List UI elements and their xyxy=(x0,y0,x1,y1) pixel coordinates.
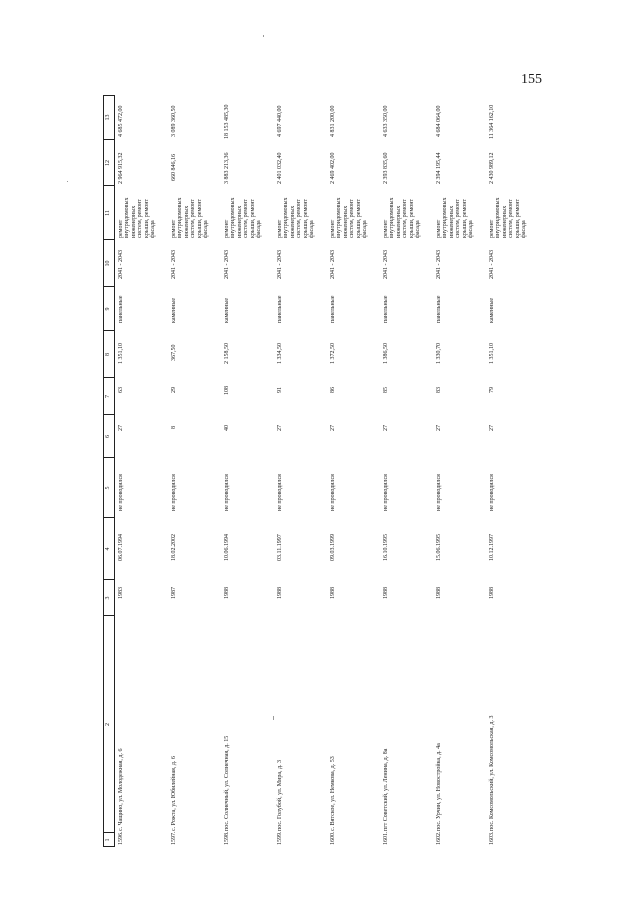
cell-row-number: 1603. xyxy=(489,831,495,845)
cell-period: 2041 - 2043 xyxy=(171,250,177,279)
cell-works: ремонт внутридомовых инженерных систем, ремонт крыши, ремонт фасада xyxy=(383,197,422,238)
cell-status: не проводился xyxy=(489,474,495,511)
cell-year: 1987 xyxy=(171,587,177,599)
cell-area: 1 330,70 xyxy=(436,343,442,364)
cell-count-7: 108 xyxy=(224,386,230,395)
cell-area: 1 372,50 xyxy=(330,343,336,364)
header-cell: 6 xyxy=(105,435,111,438)
cell-year: 1988 xyxy=(277,587,283,599)
cell-area: 1 351,10 xyxy=(489,343,495,364)
cell-cost: 660 846,16 xyxy=(171,154,177,181)
cell-period: 2041 - 2043 xyxy=(489,250,495,279)
cell-total: 4 697 440,00 xyxy=(277,105,283,137)
cell-date: 18.02.2002 xyxy=(171,534,177,561)
cell-count-7: 79 xyxy=(489,387,495,393)
cell-cost: 2 469 402,00 xyxy=(330,152,336,184)
cell-row-number: 1602. xyxy=(436,831,442,845)
cell-address: пос. Урчин, ул. Новостройка, д. 4а xyxy=(436,743,442,831)
cell-total: 3 089 360,50 xyxy=(171,105,177,137)
cell-total: 11 364 162,10 xyxy=(489,104,495,139)
cell-date: 15.06.1995 xyxy=(436,534,442,561)
cell-works: ремонт внутридомовых инженерных систем, ремонт крыши, ремонт фасада xyxy=(277,197,316,238)
cell-period: 2041 - 2043 xyxy=(224,250,230,279)
cell-material: каменные xyxy=(171,297,177,323)
cell-date: 09.03.1999 xyxy=(330,534,336,561)
cell-works: ремонт внутридомовых инженерных систем, ремонт крыши, ремонт фасада xyxy=(118,197,157,238)
cell-count-7: 63 xyxy=(118,387,124,393)
cell-count-6: 27 xyxy=(277,425,283,431)
cell-status: не проводился xyxy=(330,474,336,511)
scan-speck xyxy=(273,716,274,720)
cell-works: ремонт внутридомовых инженерных систем, ремонт крыши, ремонт фасада xyxy=(171,197,210,238)
cell-status: не проводился xyxy=(224,474,230,511)
cell-period: 2041 - 2043 xyxy=(118,250,124,279)
header-bottom-line xyxy=(114,95,115,847)
cell-cost: 2 393 835,60 xyxy=(383,152,389,184)
cell-count-6: 27 xyxy=(436,425,442,431)
cell-year: 1988 xyxy=(436,587,442,599)
header-cell: 13 xyxy=(105,114,111,121)
cell-status: не проводился xyxy=(436,474,442,511)
cell-area: 1 334,50 xyxy=(277,343,283,364)
cell-works: ремонт внутридомовых инженерных систем, ремонт крыши, ремонт фасада xyxy=(489,197,528,238)
cell-year: 1988 xyxy=(224,587,230,599)
table-stage xyxy=(103,95,528,847)
cell-count-6: 27 xyxy=(383,425,389,431)
cell-count-7: 85 xyxy=(383,387,389,393)
cell-row-number: 1598. xyxy=(224,831,230,845)
cell-total: 4 684 064,00 xyxy=(436,105,442,137)
cell-date: 16.10.1995 xyxy=(383,534,389,561)
cell-row-number: 1596. xyxy=(118,831,124,845)
cell-row-number: 1600. xyxy=(330,831,336,845)
header-cell: 7 xyxy=(105,395,111,398)
cell-date: 06.07.1994 xyxy=(118,534,124,561)
cell-address: с. Рожта, ул. Юбилейная, д. 6 xyxy=(171,756,177,831)
cell-count-6: 8 xyxy=(171,426,177,429)
cell-count-7: 91 xyxy=(277,387,283,393)
cell-status: не проводился xyxy=(118,474,124,511)
page-number: 155 xyxy=(521,72,542,87)
cell-cost: 3 883 213,36 xyxy=(224,152,230,184)
cell-area: 1 351,10 xyxy=(118,343,124,364)
cell-count-6: 40 xyxy=(224,425,230,431)
cell-works: ремонт внутридомовых инженерных систем, ремонт крыши, ремонт фасада xyxy=(436,197,475,238)
cell-date: 10.12.1997 xyxy=(489,534,495,561)
header-cell: 10 xyxy=(105,260,111,267)
cell-area: 1 386,50 xyxy=(383,343,389,364)
cell-cost: 2 430 989,12 xyxy=(489,152,495,184)
cell-address: пос. Голубой, ул. Мира, д. 3 xyxy=(277,759,283,831)
header-cell: 12 xyxy=(105,160,111,166)
header-cell: 9 xyxy=(105,307,111,311)
cell-status: не проводился xyxy=(277,474,283,511)
cell-row-number: 1597. xyxy=(171,831,177,845)
cell-count-6: 27 xyxy=(330,425,336,431)
cell-address: с. Вятское, ул. Немкова, д. 53 xyxy=(330,756,336,831)
cell-period: 2041 - 2043 xyxy=(436,250,442,279)
cell-cost: 2 394 195,44 xyxy=(436,152,442,184)
cell-area: 367,50 xyxy=(171,344,177,361)
cell-row-number: 1601. xyxy=(383,831,389,845)
cell-year: 1988 xyxy=(489,587,495,599)
cell-cost: 2 964 915,32 xyxy=(118,152,124,184)
cell-count-7: 86 xyxy=(330,387,336,393)
cell-count-6: 27 xyxy=(118,425,124,431)
cell-address: с. Чащино, ул. Молодежная, д. 6 xyxy=(118,748,124,831)
header-cell: 3 xyxy=(105,596,111,600)
cell-period: 2041 - 2043 xyxy=(330,250,336,279)
cell-area: 2 158,50 xyxy=(224,343,230,364)
cell-address: пос. Комсомольский, ул. Комсомольская, д. 3 xyxy=(489,715,495,831)
cell-year: 1988 xyxy=(330,587,336,599)
cell-count-7: 29 xyxy=(171,387,177,393)
cell-year: 1988 xyxy=(383,587,389,599)
cell-total: 4 633 350,00 xyxy=(383,105,389,137)
header-cell: 2 xyxy=(105,723,111,726)
header-cell: 11 xyxy=(105,210,111,216)
cell-material: панельные xyxy=(277,295,283,323)
cell-count-6: 27 xyxy=(489,425,495,431)
cell-works: ремонт внутридомовых инженерных систем, ремонт крыши, ремонт фасада xyxy=(330,197,369,238)
cell-status: не проводился xyxy=(171,474,177,511)
cell-total: 18 153 485,30 xyxy=(224,104,230,139)
cell-material: панельные xyxy=(330,295,336,323)
cell-status: не проводился xyxy=(383,474,389,511)
cell-year: 1983 xyxy=(118,587,124,599)
cell-date: 10.06.1994 xyxy=(224,534,230,561)
scan-speck xyxy=(263,35,264,37)
rotated-table xyxy=(103,95,528,847)
cell-material: панельные xyxy=(383,295,389,323)
cell-total: 4 685 472,00 xyxy=(118,105,124,137)
cell-period: 2041 - 2043 xyxy=(383,250,389,279)
cell-cost: 2 401 032,40 xyxy=(277,152,283,184)
header-cell: 5 xyxy=(105,486,111,490)
header-cell: 1 xyxy=(105,838,111,842)
cell-date: 03.11.1997 xyxy=(277,534,283,561)
header-cell: 4 xyxy=(105,547,111,551)
header-cell: 8 xyxy=(105,353,111,356)
cell-address: пгт Советский, ул. Ленина, д. 8а xyxy=(383,748,389,831)
cell-material: панельные xyxy=(118,295,124,323)
cell-period: 2041 - 2043 xyxy=(277,250,283,279)
cell-material: каменные xyxy=(489,297,495,323)
cell-material: панельные xyxy=(436,295,442,323)
cell-works: ремонт внутридомовых инженерных систем, ремонт крыши, ремонт фасада xyxy=(224,197,263,238)
scan-speck xyxy=(67,181,68,182)
cell-address: пос. Солнечный, ул. Солнечная, д. 15 xyxy=(224,735,230,831)
cell-row-number: 1599. xyxy=(277,831,283,845)
cell-material: каменные xyxy=(224,297,230,323)
cell-total: 4 831 200,00 xyxy=(330,105,336,137)
cell-count-7: 83 xyxy=(436,387,442,393)
